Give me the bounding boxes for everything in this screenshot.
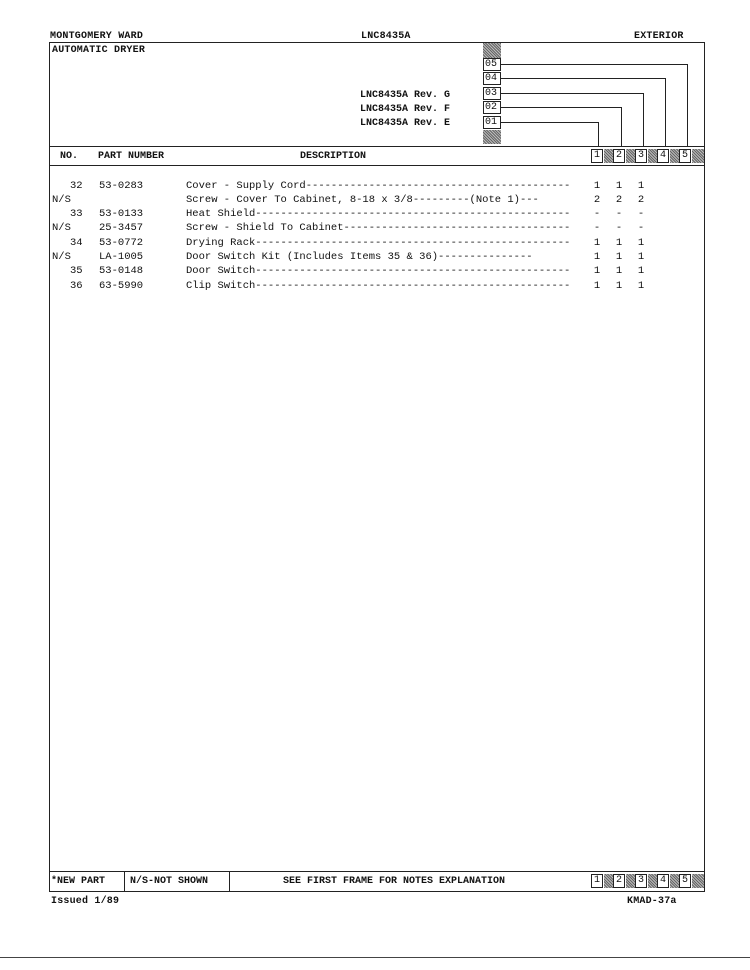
rev-column-3: 3 (635, 149, 647, 163)
qty-rev-1: 1 (593, 280, 601, 292)
footer-top-rule (49, 871, 705, 872)
qty-rev-3: 1 (637, 280, 645, 292)
revision-label-g: LNC8435A Rev. G (360, 90, 451, 101)
revision-code-05: 05 (483, 58, 501, 71)
footer-rev-column-4: 4 (657, 874, 669, 888)
footer-rev-column-5: 5 (679, 874, 691, 888)
connector-03 (501, 93, 643, 94)
qty-rev-2: 1 (615, 180, 623, 192)
qty-rev-3: 1 (637, 180, 645, 192)
part-description: Screw - Shield To Cabinet------------------------------------ (186, 222, 571, 234)
revision-label-f: LNC8435A Rev. F (360, 104, 451, 115)
footer-rev-column-3: 3 (635, 874, 647, 888)
connector-03-drop (643, 93, 644, 146)
footer-shade-1 (604, 874, 613, 888)
qty-rev-2: 1 (615, 251, 623, 263)
revision-shade-bottom (483, 130, 501, 144)
brand-name: MONTGOMERY WARD (50, 31, 144, 42)
qty-rev-1: 1 (593, 251, 601, 263)
part-number: 53-0133 (99, 208, 144, 220)
revision-code-01: 01 (483, 116, 501, 129)
rev-column-5: 5 (679, 149, 691, 163)
qty-rev-3: 1 (637, 251, 645, 263)
table-row (52, 194, 645, 208)
document-code: KMAD-37a (627, 896, 677, 907)
qty-rev-2: 1 (615, 265, 623, 277)
item-no: 32 (70, 180, 83, 192)
qty-rev-2: 1 (615, 280, 623, 292)
footer-shade-3 (648, 874, 657, 888)
qty-rev-3: 2 (637, 194, 645, 206)
footer-shade-2 (626, 874, 635, 888)
qty-rev-2: - (615, 208, 623, 220)
footer-new-part: *NEW PART (51, 876, 106, 887)
rev-column-shade-3 (648, 149, 657, 163)
issued-date: Issued 1/89 (51, 896, 120, 907)
part-number: 63-5990 (99, 280, 144, 292)
table-row (52, 208, 645, 222)
footer-shade-4 (670, 874, 679, 888)
connector-04 (501, 78, 665, 79)
rev-column-2: 2 (613, 149, 625, 163)
qty-rev-3: - (637, 208, 645, 220)
part-description: Screw - Cover To Cabinet, 8-18 x 3/8---------(Note 1)--- (186, 194, 539, 206)
item-no: 35 (70, 265, 83, 277)
page-frame (49, 42, 705, 892)
page-bottom-rule (0, 957, 750, 958)
connector-05-drop (687, 64, 688, 146)
table-row (52, 251, 645, 265)
revision-code-04: 04 (483, 72, 501, 85)
qty-rev-1: - (593, 208, 601, 220)
rev-column-shade-2 (626, 149, 635, 163)
revision-shade-top (483, 43, 501, 58)
section-name: EXTERIOR (634, 31, 684, 42)
item-no: N/S (52, 194, 71, 206)
table-row (52, 180, 645, 194)
column-no: NO. (60, 151, 79, 162)
table-row (52, 222, 645, 236)
part-description: Door Switch-------------------------------------------------- (186, 265, 571, 277)
item-no: 33 (70, 208, 83, 220)
item-no: 34 (70, 237, 83, 249)
table-row (52, 280, 645, 294)
table-row (52, 237, 645, 251)
footer-rev-column-1: 1 (591, 874, 603, 888)
footer-divider-2 (229, 871, 230, 892)
qty-rev-2: 2 (615, 194, 623, 206)
rev-column-4: 4 (657, 149, 669, 163)
revision-code-02: 02 (483, 101, 501, 114)
qty-rev-3: - (637, 222, 645, 234)
connector-02 (501, 107, 621, 108)
qty-rev-1: 1 (593, 237, 601, 249)
connector-02-drop (621, 107, 622, 146)
table-row (52, 265, 645, 279)
footer-not-shown: N/S-NOT SHOWN (130, 876, 209, 887)
qty-rev-1: 2 (593, 194, 601, 206)
qty-rev-1: 1 (593, 180, 601, 192)
footer-rev-column-2: 2 (613, 874, 625, 888)
part-description: Clip Switch-------------------------------------------------- (186, 280, 571, 292)
part-description: Cover - Supply Cord------------------------------------------ (186, 180, 571, 192)
rev-column-shade-1 (604, 149, 613, 163)
part-number: 53-0148 (99, 265, 144, 277)
qty-rev-1: 1 (593, 265, 601, 277)
connector-05 (501, 64, 687, 65)
qty-rev-1: - (593, 222, 601, 234)
connector-01 (501, 122, 598, 123)
footer-divider-1 (124, 871, 125, 892)
part-number: 53-0283 (99, 180, 144, 192)
rev-column-shade-5 (692, 149, 704, 163)
item-no: N/S (52, 222, 71, 234)
footer-shade-5 (692, 874, 704, 888)
column-part-number: PART NUMBER (98, 151, 165, 162)
revision-label-e: LNC8435A Rev. E (360, 118, 451, 129)
column-header-top-rule (49, 146, 705, 147)
part-number: LA-1005 (99, 251, 144, 263)
column-header-bottom-rule (49, 165, 705, 166)
connector-01-drop (598, 122, 599, 146)
part-description: Door Switch Kit (Includes Items 35 & 36)--------------- (186, 251, 533, 263)
qty-rev-3: 1 (637, 237, 645, 249)
item-no: 36 (70, 280, 83, 292)
part-number: 53-0772 (99, 237, 144, 249)
product-title: AUTOMATIC DRYER (52, 45, 146, 56)
connector-04-drop (665, 78, 666, 146)
qty-rev-2: - (615, 222, 623, 234)
item-no: N/S (52, 251, 71, 263)
part-description: Drying Rack-------------------------------------------------- (186, 237, 571, 249)
qty-rev-3: 1 (637, 265, 645, 277)
footer-notes: SEE FIRST FRAME FOR NOTES EXPLANATION (283, 876, 506, 887)
rev-column-1: 1 (591, 149, 603, 163)
revision-code-03: 03 (483, 87, 501, 100)
part-description: Heat Shield-------------------------------------------------- (186, 208, 571, 220)
rev-column-shade-4 (670, 149, 679, 163)
part-number: 25-3457 (99, 222, 144, 234)
qty-rev-2: 1 (615, 237, 623, 249)
model-number: LNC8435A (361, 31, 411, 42)
column-description: DESCRIPTION (300, 151, 367, 162)
